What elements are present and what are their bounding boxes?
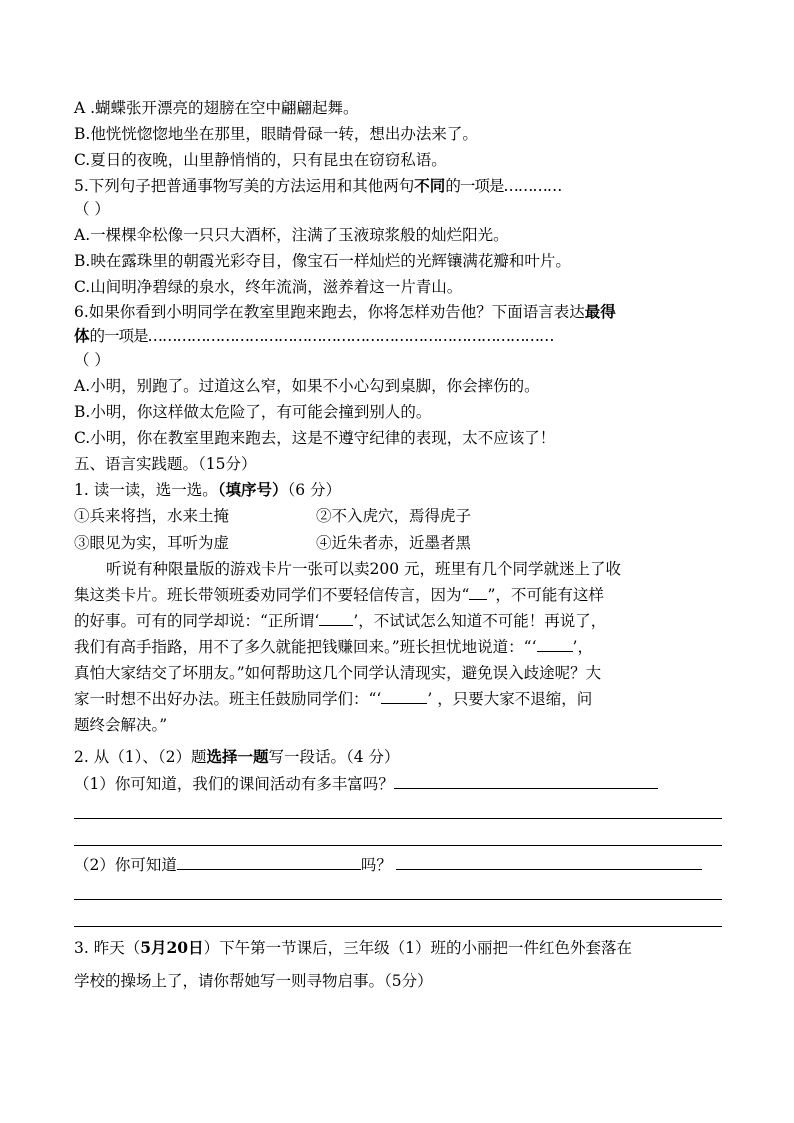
passage-4b: ’， [572, 638, 593, 656]
q6-stem-bold1: 最得 [584, 302, 616, 321]
blank-1[interactable] [469, 585, 487, 600]
s5-q3-line-1 [74, 937, 632, 959]
answer-line-4[interactable] [74, 926, 722, 927]
idiom-1: ①兵来将挡，水来土掩 [74, 507, 230, 525]
s5-q2-pre: 2. 从（1）、（2）题 [74, 748, 207, 766]
section5-title: 五、语言实践题。（15分） [74, 455, 257, 473]
q6-answer-paren: （ ） [74, 351, 110, 369]
q2-opt1-answer-blank[interactable] [394, 774, 658, 789]
idiom-3: ③眼见为实，耳听为虚 [74, 534, 230, 552]
s5-q3-line-2: 学校的操场上了，请你帮她写一则寻物启事。（5分） [74, 972, 433, 990]
q5-option-a: A.一棵棵伞松像一只只大酒杯，注满了玉液琼浆般的灿烂阳光。 [74, 226, 509, 244]
passage-3b: ’，不试试怎么知道不可能！再说了， [353, 612, 607, 630]
passage-3a: 的好事。可有的同学却说：“正所谓‘ [74, 612, 320, 630]
q4-option-c: C.夏日的夜晚，山里静悄悄的，只有昆虫在窃窃私语。 [74, 151, 447, 169]
blank-4[interactable] [381, 689, 427, 704]
passage-line-7: 题终会解决。” [74, 716, 168, 734]
s5-q2-opt2-pre: （2）你可知道 [74, 856, 177, 874]
q5-option-c: C.山间明净碧绿的泉水，终年流淌，滋养着这一片青山。 [74, 278, 463, 296]
s5-q3-date: 5月20日 [140, 938, 204, 957]
s5-q2-opt1-text: （1）你可知道，我们的课间活动有多丰富吗？ [74, 775, 394, 793]
q6-stem [74, 301, 616, 323]
passage-line-6 [74, 688, 592, 710]
s5-q2-bold: 选择一题 [206, 747, 269, 766]
q6-stem-post: 的一项是………………………………………………………………………… [89, 327, 554, 345]
passage-2b: ”，不可能有这样 [487, 586, 604, 604]
passage-6b: ’ ，只要大家不退缩，问 [427, 690, 593, 708]
q5-stem-post: 的一项是………… [445, 177, 562, 195]
idiom-2: ②不入虎穴，焉得虎子 [316, 507, 472, 525]
passage-line-2 [74, 584, 604, 606]
blank-3[interactable] [537, 637, 573, 652]
passage-4a: 我们有高手指路，用不了多久就能把钱赚回来。”班长担忧地说道：“‘ [74, 638, 537, 656]
s5-q1-post: （6 分） [287, 481, 342, 499]
idiom-4: ④近朱者赤，近墨者黑 [316, 534, 472, 552]
q4-option-b: B.他恍恍惚惚地坐在那里，眼睛骨碌一转，想出办法来了。 [74, 125, 478, 143]
passage-line-3 [74, 610, 606, 632]
s5-q3-post: ）下午第一节课后，三年级（1）班的小丽把一件红色外套落在 [203, 939, 632, 957]
s5-q2-option-2 [74, 854, 702, 876]
s5-q1-stem [74, 479, 341, 501]
passage-line-5: 真怕大家结交了坏朋友。”如何帮助这几个同学认清现实，避免误入歧途呢？大 [74, 664, 602, 682]
q6-stem-line2 [74, 325, 724, 347]
q6-option-a: A.小明，别跑了。过道这么窄，如果不小心勾到桌脚，你会摔伤的。 [74, 377, 540, 395]
s5-q2-stem [74, 746, 400, 768]
q5-option-b: B.映在露珠里的朝霞光彩夺目，像宝石一样灿烂的光辉镶满花瓣和叶片。 [74, 252, 571, 270]
q5-stem-bold: 不同 [414, 176, 446, 195]
s5-q3-pre: 3. 昨天（ [74, 939, 141, 957]
q5-stem [74, 175, 561, 197]
q5-answer-paren: （ ） [74, 200, 110, 218]
q4-option-a: A .蝴蝶张开漂亮的翅膀在空中翩翩起舞。 [74, 99, 359, 117]
q2-opt2-topic-blank[interactable] [177, 855, 361, 870]
blank-2[interactable] [319, 611, 353, 626]
q6-option-c: C.小明，你在教室里跑来跑去，这是不遵守纪律的表现，太不应该了！ [74, 429, 556, 447]
q6-option-b: B.小明，你这样做太危险了，有可能会撞到别人的。 [74, 403, 432, 421]
s5-q2-post: 写一段话。（4 分） [268, 748, 400, 766]
passage-2a: 集这类卡片。班长带领班委劝同学们不要轻信传言，因为“ [74, 586, 470, 604]
s5-q1-bold: （填序号） [217, 480, 288, 499]
answer-line-3[interactable] [74, 899, 722, 900]
answer-line-1[interactable] [74, 818, 722, 819]
q6-stem-pre: 6.如果你看到小明同学在教室里跑来跑去，你将怎样劝告他？下面语言表达 [74, 303, 585, 321]
q2-opt2-answer-blank[interactable] [396, 855, 702, 870]
answer-line-2[interactable] [74, 845, 722, 846]
s5-q2-option-1 [74, 773, 658, 795]
s5-q2-opt2-post: 吗？ [360, 856, 392, 874]
passage-6a: 家一时想不出好办法。班主任鼓励同学们：“‘ [74, 690, 382, 708]
q6-stem-bold2: 体 [74, 326, 90, 345]
passage-line-4 [74, 636, 593, 658]
s5-q1-pre: 1. 读一读，选一选。 [74, 481, 218, 499]
passage-line-1: 听说有种限量版的游戏卡片一张可以卖200 元，班里有几个同学就迷上了收 [106, 560, 622, 578]
q5-stem-pre: 5.下列句子把普通事物写美的方法运用和其他两句 [74, 177, 415, 195]
